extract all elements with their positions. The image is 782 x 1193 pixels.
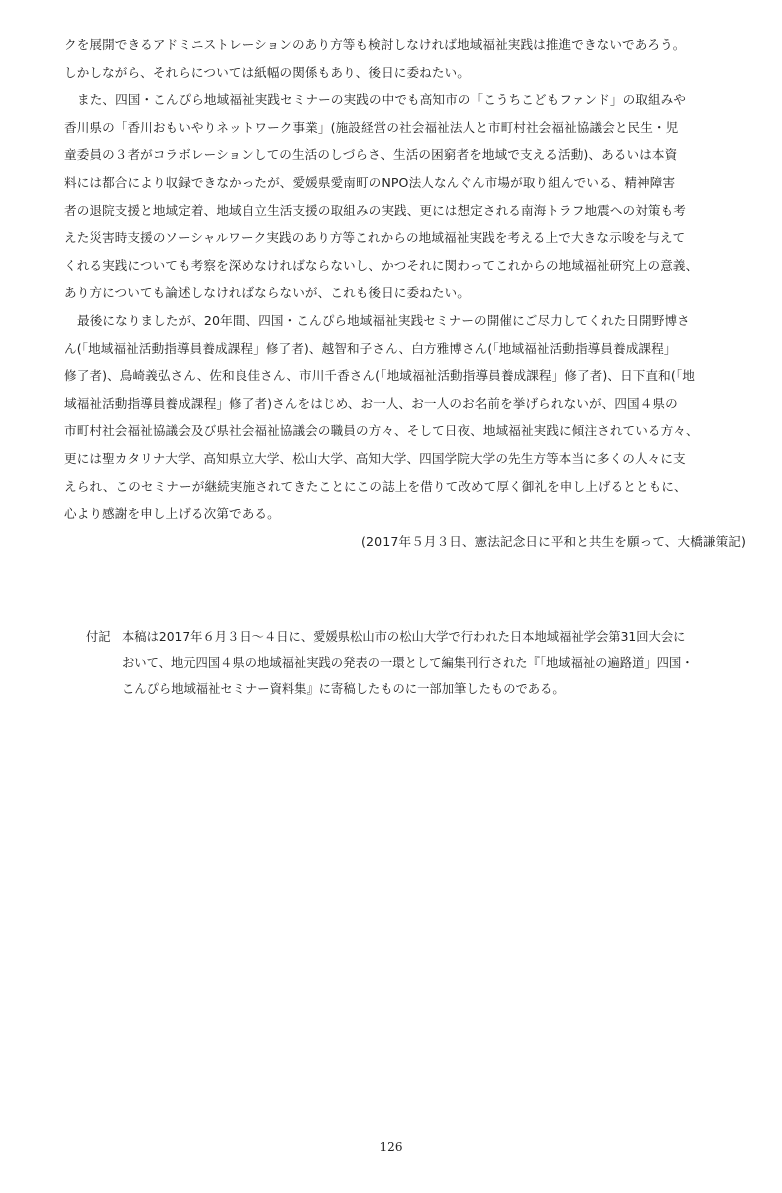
body-line: 市町村社会福祉協議会及び県社会福祉協議会の職員の方々、そして日夜、地域福祉実践に傾注されている方々、 xyxy=(64,423,699,439)
supplementary-note xyxy=(86,624,756,702)
signature-line: (2017年５月３日、憲法記念日に平和と共生を願って、大橋謙策記) xyxy=(361,533,746,549)
body-line: えた災害時支援のソーシャルワーク実践のあり方等これからの地域福祉実践を考える上で大きな示唆を与えて xyxy=(64,230,686,246)
body-line: 童委員の３者がコラボレーションしての生活のしづらさ、生活の困窮者を地域で支える活動)、あるいは本資 xyxy=(64,147,678,163)
body-line: クを展開できるアドミニストレーションのあり方等も検討しなければ地域福祉実践は推進できないであろう。 xyxy=(64,37,686,52)
body-line: えられ、このセミナーが継続実施されてきたことにこの誌上を借りて改めて厚く御礼を申し上げるとともに、 xyxy=(64,478,687,494)
body-line: しかしながら、それらについては紙幅の関係もあり、後日に委ねたい。 xyxy=(64,64,470,80)
body-line: 者の退院支援と地域定着、地域自立生活支援の取組みの実践、更には想定される南海トラフ地震への対策も考 xyxy=(64,202,686,218)
note-line: おいて、地元四国４県の地域福祉実践の発表の一環として編集刊行された『「地域福祉の遍路道」四国・ xyxy=(122,656,694,670)
body-line: 修了者)、鳥崎義弘さん、佐和良佳さん、市川千香さん(「地域福祉活動指導員養成課程」修了者)、日下直和(「地 xyxy=(64,368,695,384)
body-line: くれる実践についても考察を深めなければならないし、かつそれに関わってこれからの地域福祉研究上の意義、 xyxy=(64,257,699,273)
body-text xyxy=(64,31,752,555)
body-line: 域福祉活動指導員養成課程」修了者)さんをはじめ、お一人、お一人のお名前を挙げられないが、四国４県の xyxy=(64,395,678,411)
body-line: 香川県の「香川おもいやりネットワーク事業」(施設経営の社会福祉法人と市町村社会福祉協議会と民生・児 xyxy=(64,119,679,135)
note-line: 本稿は2017年６月３日～４日に、愛媛県松山市の松山大学で行われた日本地域福祉学会第31回大会に xyxy=(122,630,686,644)
page-number: 126 xyxy=(379,1140,403,1154)
body-line: 心より感謝を申し上げる次第である。 xyxy=(64,506,280,522)
note-label: 付記 xyxy=(86,630,111,644)
note-body xyxy=(122,624,756,702)
body-line: 更には聖カタリナ大学、高知県立大学、松山大学、高知大学、四国学院大学の先生方等本当に多くの人々に支 xyxy=(64,450,686,466)
body-line: あり方についても論述しなければならないが、これも後日に委ねたい。 xyxy=(64,285,470,301)
paragraph-start-line: また、四国・こんぴら地域福祉実践セミナーの実践の中でも高知市の「こうちこどもファンド」の取組みや xyxy=(77,92,687,108)
body-line: 料には都合により収録できなかったが、愛媛県愛南町のNPO法人なんぐん市場が取り組んでいる、精神障害 xyxy=(64,174,676,190)
note-line: こんぴら地域福祉セミナー資料集』に寄稿したものに一部加筆したものである。 xyxy=(122,682,565,696)
body-line: ん(「地域福祉活動指導員養成課程」修了者)、越智和子さん、白方雅博さん(「地域福祉活動指導員養成課程」 xyxy=(64,340,677,356)
paragraph-start-line: 最後になりましたが、20年間、四国・こんぴら地域福祉実践セミナーの開催にご尽力してくれた日開野博さ xyxy=(77,312,690,328)
